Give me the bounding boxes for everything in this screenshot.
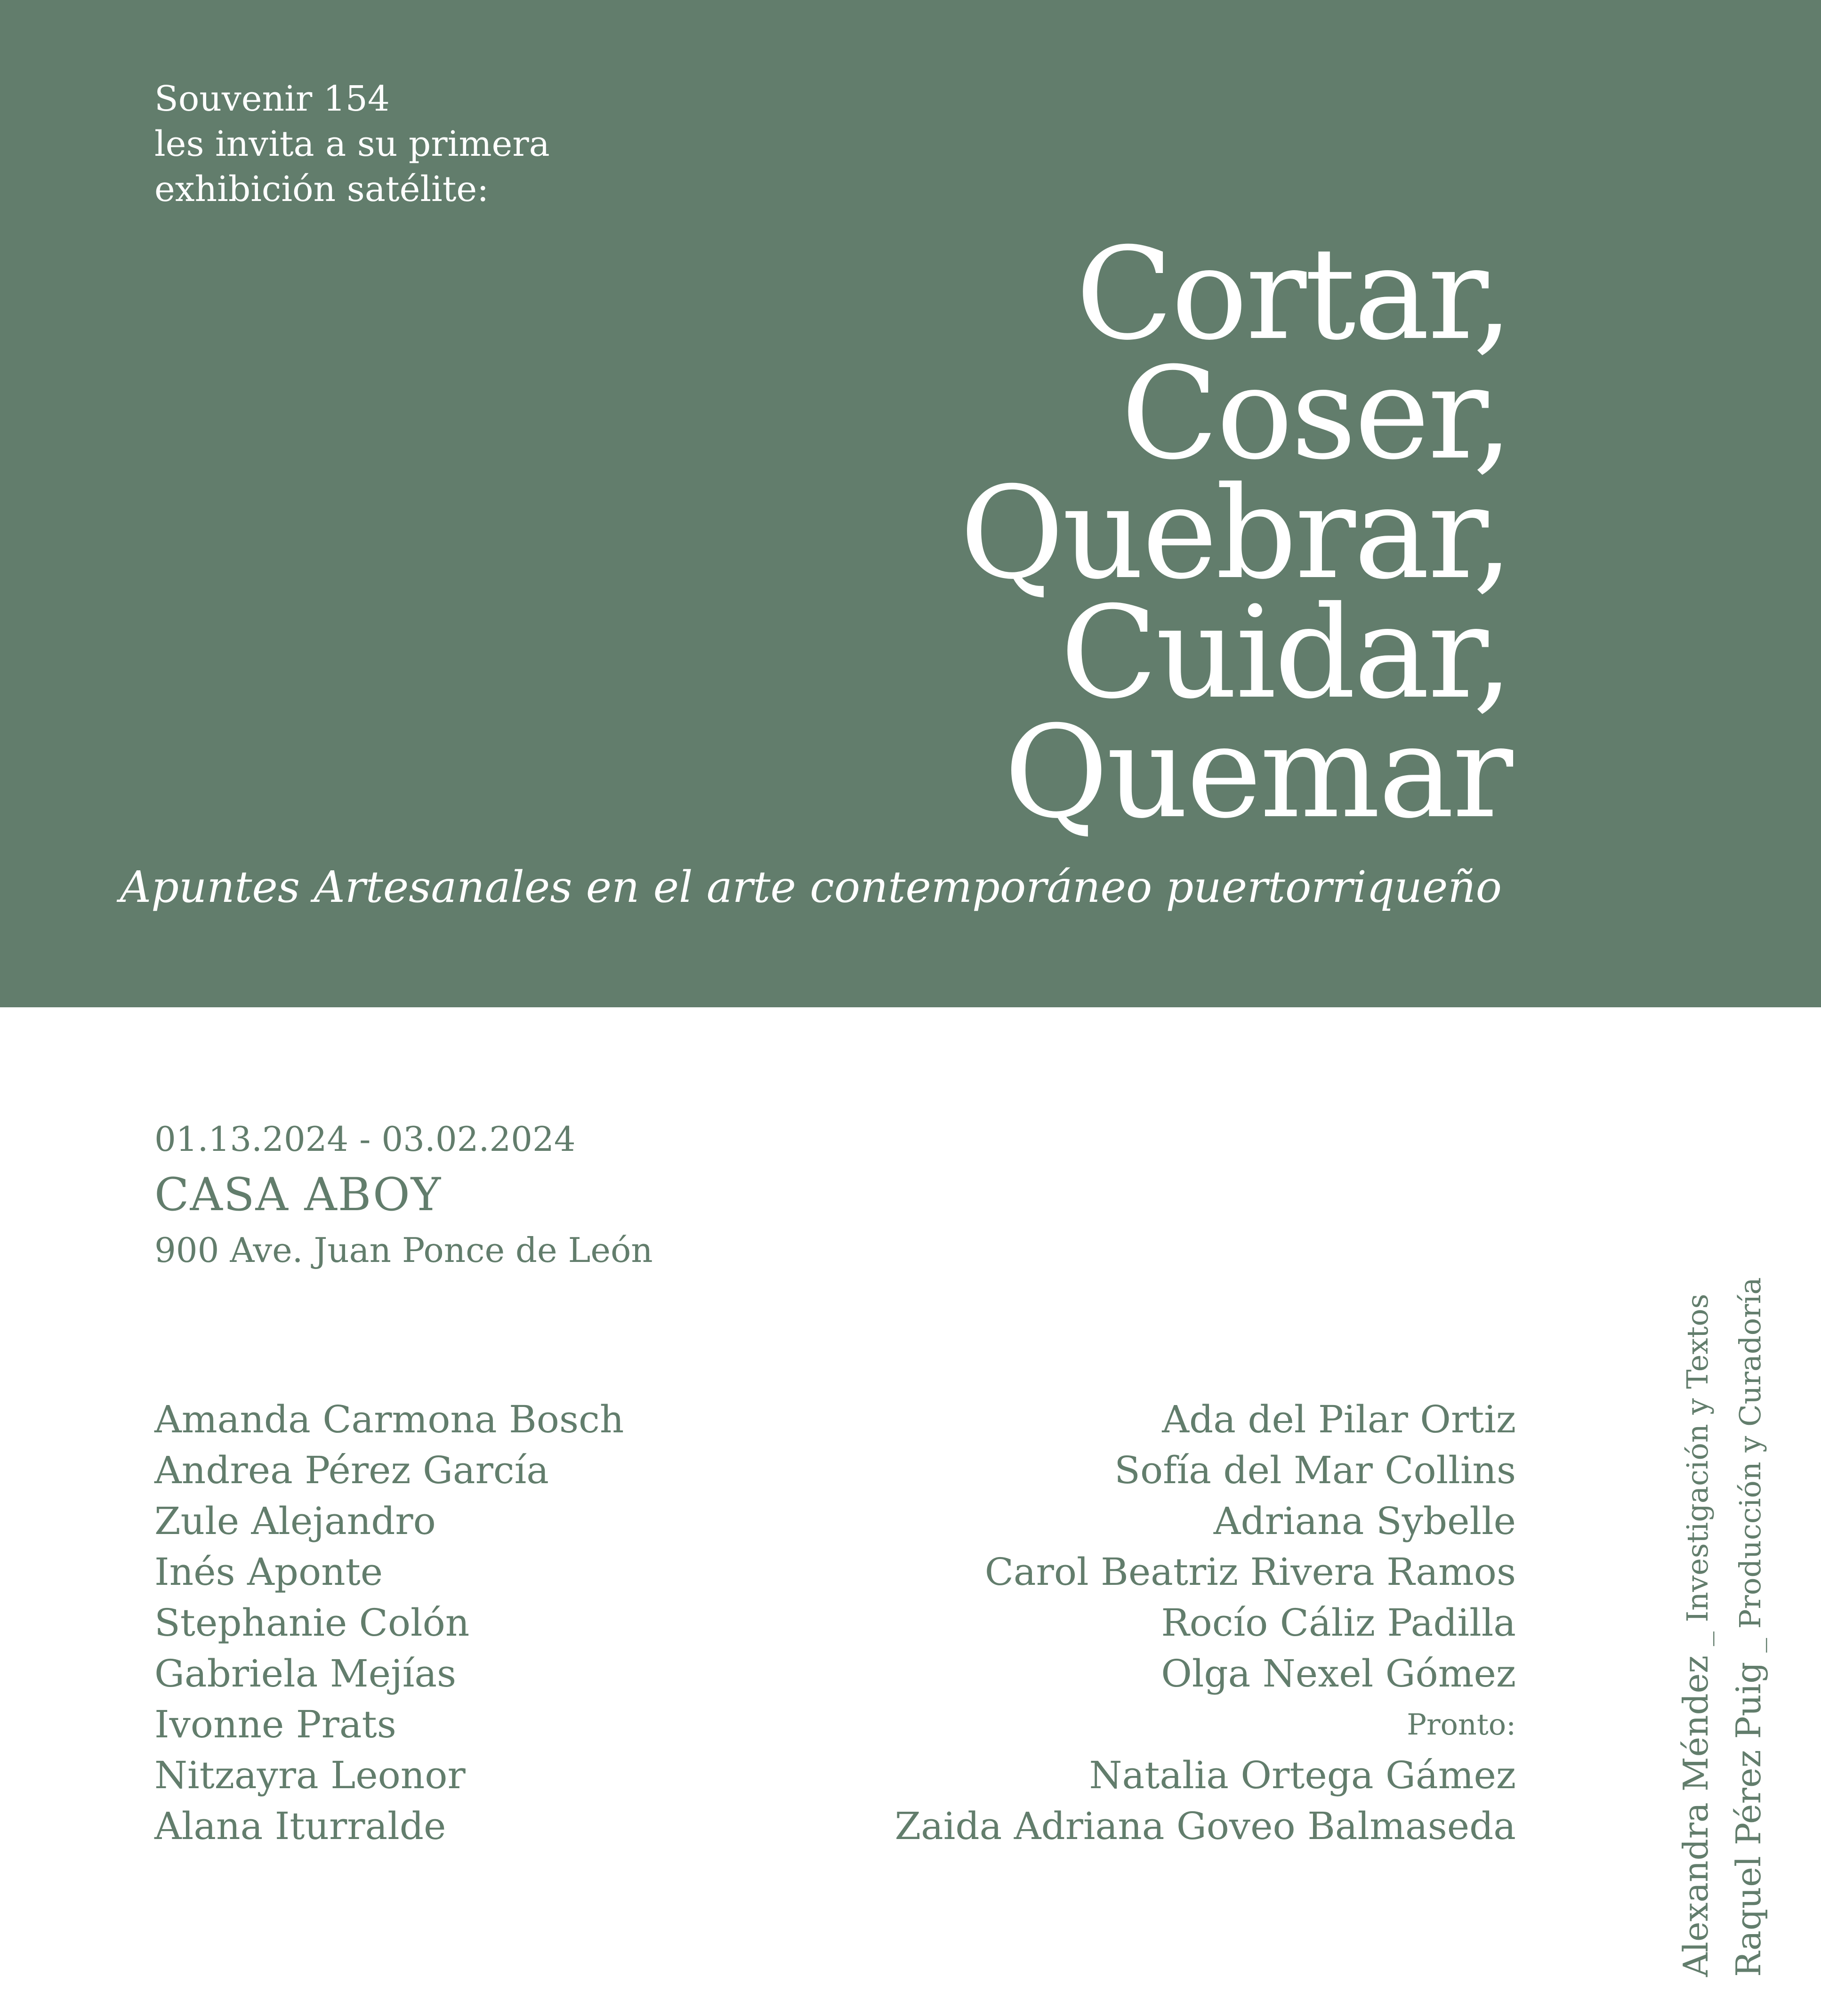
intro-line: exhibición satélite: bbox=[154, 169, 489, 209]
credit-name: Raquel Pérez Puig bbox=[1729, 1662, 1768, 1977]
artist-name: Amanda Carmona Bosch bbox=[154, 1398, 624, 1441]
artist-name: Rocío Cáliz Padilla bbox=[1161, 1601, 1516, 1645]
header-banner bbox=[0, 0, 1821, 1007]
artist-name: Olga Nexel Gómez bbox=[1161, 1652, 1516, 1695]
pronto-label: Pronto: bbox=[1407, 1707, 1516, 1742]
artist-name: Nitzayra Leonor bbox=[154, 1753, 466, 1797]
artist-name: Zule Alejandro bbox=[154, 1499, 436, 1543]
artist-name: Natalia Ortega Gámez bbox=[1089, 1753, 1516, 1797]
artist-name: Ivonne Prats bbox=[154, 1703, 396, 1746]
intro-text bbox=[154, 76, 550, 212]
credit-role: _ Producción y Curadoría bbox=[1733, 1277, 1767, 1662]
artist-name: Ada del Pilar Ortiz bbox=[1162, 1398, 1516, 1441]
title-line: Quebrar, bbox=[959, 459, 1511, 607]
credit-line bbox=[1670, 1277, 1723, 1977]
title-line: Cortar, bbox=[1076, 220, 1511, 368]
artist-name: Carol Beatriz Rivera Ramos bbox=[984, 1550, 1516, 1594]
artist-name: Stephanie Colón bbox=[154, 1601, 470, 1645]
venue-name: CASA ABOY bbox=[154, 1168, 442, 1221]
artists-list-left bbox=[154, 1394, 624, 1852]
credit-line bbox=[1723, 1277, 1776, 1977]
credit-name: Alexandra Méndez bbox=[1676, 1655, 1716, 1977]
artists-list-right bbox=[895, 1394, 1516, 1852]
artist-name: Alana Iturralde bbox=[154, 1804, 446, 1848]
exhibition-subtitle: Apuntes Artesanales en el arte contemporáneo puertorriqueño bbox=[120, 862, 1502, 912]
title-line: Coser, bbox=[1121, 339, 1511, 488]
exhibition-title bbox=[959, 220, 1511, 846]
artist-name: Inés Aponte bbox=[154, 1550, 383, 1594]
credit-role: _ Investigación y Textos bbox=[1680, 1293, 1715, 1655]
event-dates: 01.13.2024 - 03.02.2024 bbox=[154, 1119, 576, 1159]
title-line: Cuidar, bbox=[1060, 578, 1511, 727]
event-info bbox=[154, 1116, 653, 1274]
curatorial-credits bbox=[1670, 1277, 1776, 1977]
artist-name: Zaida Adriana Goveo Balmaseda bbox=[894, 1804, 1516, 1848]
artist-name: Andrea Pérez García bbox=[154, 1448, 549, 1492]
venue-address: 900 Ave. Juan Ponce de León bbox=[154, 1230, 653, 1270]
title-line: Quemar bbox=[1004, 698, 1511, 846]
artist-name: Gabriela Mejías bbox=[154, 1652, 457, 1695]
artist-name: Sofía del Mar Collins bbox=[1114, 1448, 1516, 1492]
intro-line: Souvenir 154 bbox=[154, 79, 390, 119]
intro-line: les invita a su primera bbox=[154, 124, 550, 164]
artist-name: Adriana Sybelle bbox=[1213, 1499, 1516, 1543]
